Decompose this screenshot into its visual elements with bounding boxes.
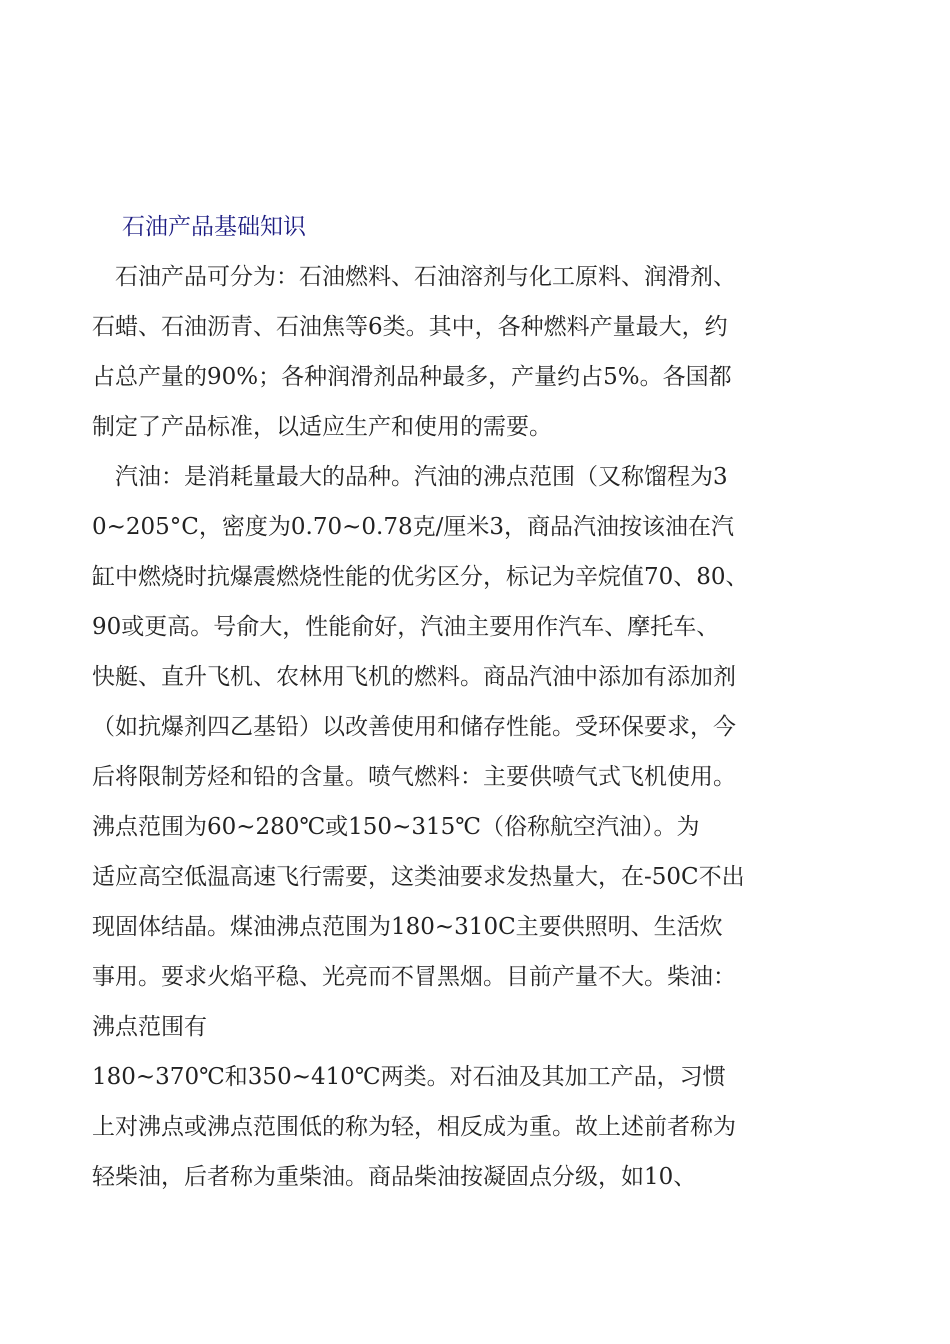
text-line: 汽油：是消耗量最大的品种。汽油的沸点范围（又称馏程为3 [92,464,728,490]
text-line: 180~370℃和350~410℃两类。对石油及其加工产品，习惯 [92,1064,726,1090]
text-line: 后将限制芳烃和铅的含量。喷气燃料：主要供喷气式飞机使用。 [92,764,736,790]
text-line: 石油产品可分为：石油燃料、石油溶剂与化工原料、润滑剂、 [92,264,736,290]
text-line: 适应高空低温高速飞行需要，这类油要求发热量大，在-50C不出 [92,864,745,890]
document-title: 石油产品基础知识 [122,214,306,240]
text-line: 90或更高。号俞大，性能俞好，汽油主要用作汽车、摩托车、 [92,614,720,640]
text-line: 制定了产品标准，以适应生产和使用的需要。 [92,414,552,440]
text-line: 现固体结晶。煤油沸点范围为180~310C主要供照明、生活炊 [92,914,723,940]
text-line: 沸点范围为60~280℃或150~315℃（俗称航空汽油）。为 [92,814,700,840]
text-line: 0~205°C，密度为0.70~0.78克/厘米3，商品汽油按该油在汽 [92,514,734,540]
text-line: 沸点范围有 [92,1014,207,1040]
text-line: 快艇、直升飞机、农林用飞机的燃料。商品汽油中添加有添加剂 [92,664,736,690]
text-line: （如抗爆剂四乙基铅）以改善使用和储存性能。受环保要求，今 [92,714,736,740]
text-line: 石蜡、石油沥青、石油焦等6类。其中，各种燃料产量最大，约 [92,314,728,340]
text-line: 轻柴油，后者称为重柴油。商品柴油按凝固点分级，如10、 [92,1164,697,1190]
text-line: 事用。要求火焰平稳、光亮而不冒黑烟。目前产量不大。柴油： [92,964,736,990]
text-line: 占总产量的90%；各种润滑剂品种最多，产量约占5%。各国都 [92,364,732,390]
text-line: 上对沸点或沸点范围低的称为轻，相反成为重。故上述前者称为 [92,1114,736,1140]
text-line: 缸中燃烧时抗爆震燃烧性能的优劣区分，标记为辛烷值70、80、 [92,564,749,590]
